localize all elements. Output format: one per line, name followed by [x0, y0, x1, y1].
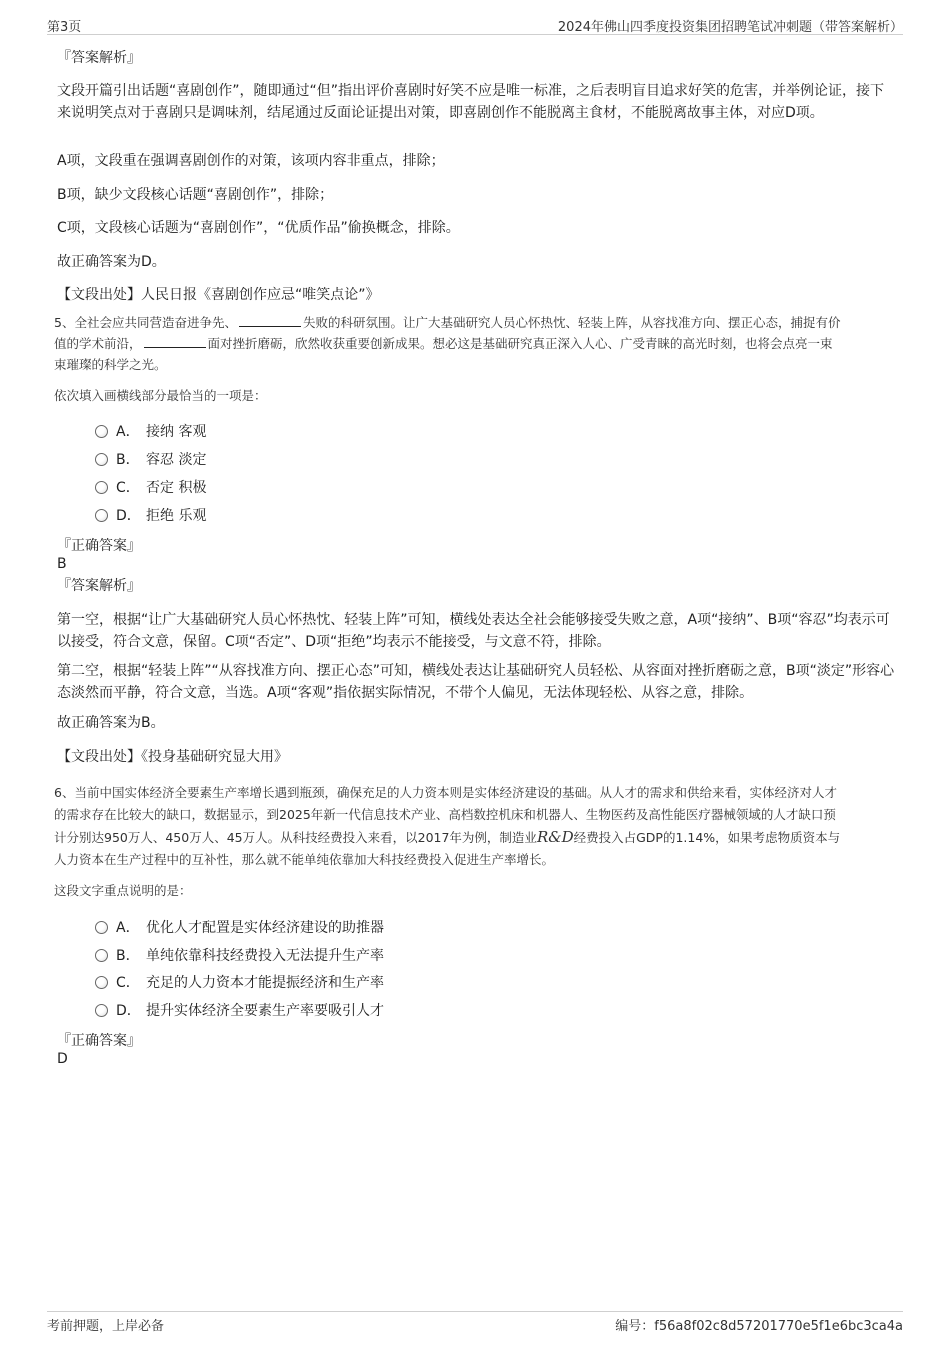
correct-answer-label: 『正确答案』 [57, 538, 141, 554]
question-prompt: 这段文字重点说明的是： [54, 883, 192, 898]
passage-source: 【文段出处】人民日报《喜剧创作应忌“唯笑点论”》 [57, 287, 380, 303]
radio-icon[interactable] [95, 949, 108, 962]
option-a[interactable]: A． 接纳 客观 [95, 422, 206, 442]
radio-icon[interactable] [95, 509, 108, 522]
page-number: 第3页 [47, 20, 82, 35]
analysis-paragraph: C项，文段核心话题为“喜剧创作”，“优质作品”偷换概念，排除。 [57, 220, 460, 236]
radio-icon[interactable] [95, 921, 108, 934]
option-c[interactable]: C． 否定 积极 [95, 478, 206, 498]
correct-answer: D [57, 1051, 68, 1067]
analysis-paragraph: B项，缺少文段核心话题“喜剧创作”，排除； [57, 187, 334, 203]
analysis-paragraph: 第二空，根据“轻装上阵”“从容找准方向、摆正心态”可知，横线处表达让基础研究人员轻松、从容面对挫折磨砺之意，B项“淡定”形容心态淡然而平静，符合文意，当选。A项“客观”指依据实际情况，不带个人偏见，无法体现轻松、从容之意，排除。 [57, 663, 895, 701]
radio-icon[interactable] [95, 1004, 108, 1017]
option-d[interactable]: D． 提升实体经济全要素生产率要吸引人才 [95, 1001, 384, 1021]
question-prompt: 依次填入画横线部分最恰当的一项是： [54, 388, 267, 403]
correct-answer: B [57, 556, 67, 572]
fill-blank [239, 314, 301, 327]
option-a[interactable]: A． 优化人才配置是实体经济建设的助推器 [95, 918, 384, 938]
radio-icon[interactable] [95, 453, 108, 466]
analysis-paragraph: 文段开篇引出话题“喜剧创作”，随即通过“但”指出评价喜剧时好笑不应是唯一标准，之后表明盲目追求好笑的危害，并举例论证，接下来说明笑点对于喜剧只是调味剂，结尾通过反面论证提出对策，即喜剧创作不能脱离主食材，不能脱离故事主体，对应D项。 [57, 83, 885, 121]
document-id: 编号：f56a8f02c8d57201770e5f1e6bc3ca4a [615, 1319, 903, 1334]
option-d[interactable]: D． 拒绝 乐观 [95, 506, 206, 526]
radio-icon[interactable] [95, 425, 108, 438]
footer-slogan: 考前押题，上岸必备 [47, 1319, 165, 1334]
correct-answer-label: 『正确答案』 [57, 1033, 141, 1049]
passage-source: 【文段出处】《投身基础研究显大用》 [57, 749, 288, 765]
option-b[interactable]: B． 容忍 淡定 [95, 450, 206, 470]
fill-blank [144, 335, 206, 348]
analysis-paragraph: 第一空，根据“让广大基础研究人员心怀热忱、轻装上阵”可知，横线处表达全社会能够接受失败之意，A项“接纳”、B项“容忍”均表示可以接受，符合文意，保留。C项“否定”、D项“拒绝”均表示不能接受，与文意不符，排除。 [57, 612, 890, 650]
analysis-label: 『答案解析』 [57, 578, 141, 594]
page-footer [47, 1311, 903, 1334]
document-title: 2024年佛山四季度投资集团招聘笔试冲刺题（带答案解析） [557, 20, 903, 35]
question-stem: 6、当前中国实体经济全要素生产率增长遇到瓶颈，确保充足的人力资本则是实体经济建设的基础。从人才的需求和供给来看，实体经济对人才 的需求存在比较大的缺口，数据显示，到2025年新一代信息技术产业、高档数控机床和机器人、生物医药及高性能医疗器械领域的人才缺口预 计分别达950万人、450万人、45万人。从科技经费投入来看，以2017年为例，制造业R&D经费投入占GDP的1.14%，如果考虑物质资本与 人力资本在生产过程中的互补性，那么就不能单纯依靠加大科技经费投入促进生产率增长。 [54, 785, 841, 867]
option-c[interactable]: C． 充足的人力资本才能提振经济和生产率 [95, 973, 384, 993]
option-b[interactable]: B． 单纯依靠科技经费投入无法提升生产率 [95, 946, 384, 966]
analysis-paragraph: A项，文段重在强调喜剧创作的对策，该项内容非重点，排除； [57, 153, 445, 169]
conclusion: 故正确答案为D。 [57, 254, 166, 270]
analysis-label: 『答案解析』 [57, 50, 141, 66]
radio-icon[interactable] [95, 481, 108, 494]
page-header [47, 14, 903, 35]
conclusion: 故正确答案为B。 [57, 715, 165, 731]
radio-icon[interactable] [95, 976, 108, 989]
question-stem: 5、全社会应共同营造奋进争先、 失败的科研氛围。让广大基础研究人员心怀热忱、轻装上阵，从容找准方向、摆正心态，捕捉有价 值的学术前沿， 面对挫折磨砺，欣然收获重要创新成果。想必这是基础研究真正深入人心、广受青睐的高光时刻，也将会点亮一束 束璀璨的科学之光。 [54, 315, 841, 372]
